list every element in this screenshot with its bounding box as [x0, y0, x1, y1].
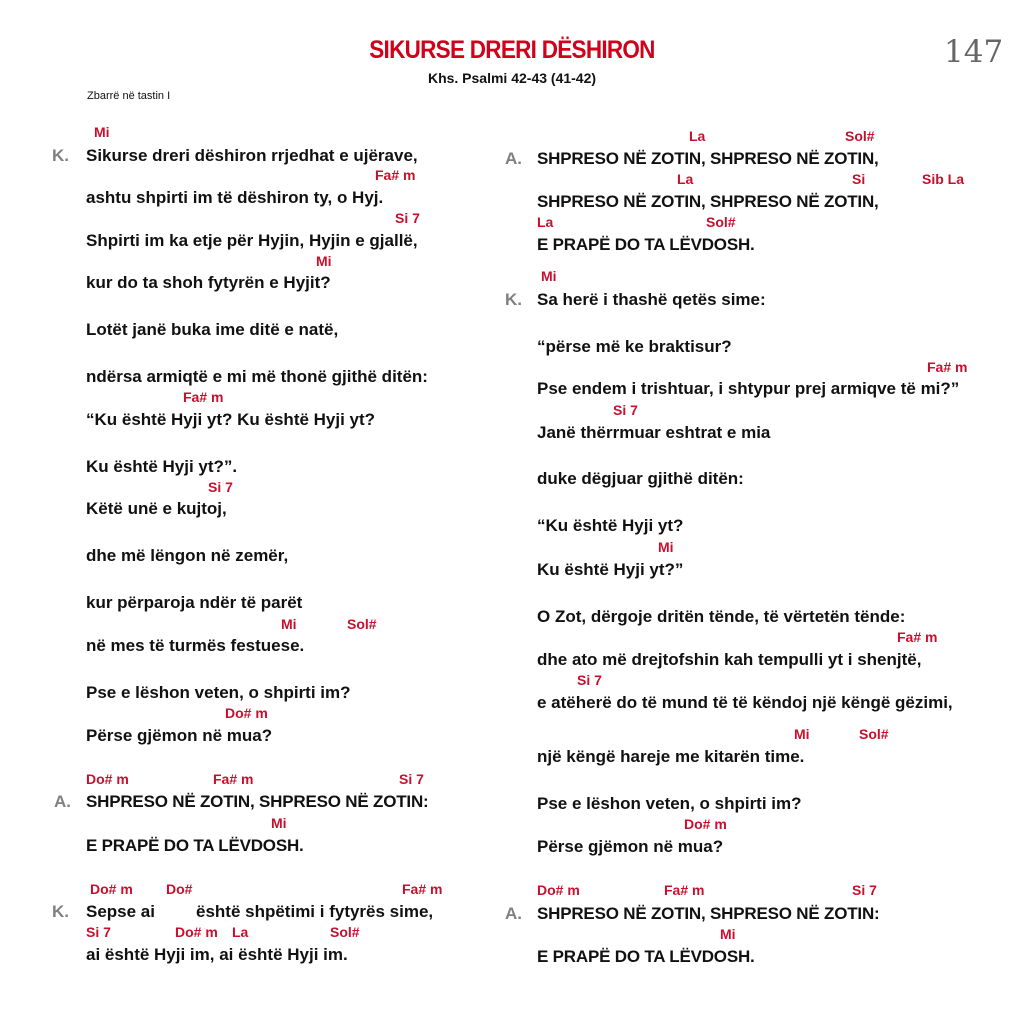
chord: Do# m [684, 816, 727, 832]
chord: Do# [166, 881, 193, 897]
lyric-line: e atëherë do të mund të të këndoj një këngë gëzimi, [537, 693, 953, 712]
refrain-line: SHPRESO NË ZOTIN, SHPRESO NË ZOTIN: [537, 904, 880, 923]
refrain-marker-a: A. [54, 792, 71, 811]
chord: Do# m [537, 882, 580, 898]
lyric-line: Ku është Hyji yt?” [537, 560, 684, 579]
lyric-line: Pse endem i trishtuar, i shtypur prej armiqve të mi?” [537, 379, 960, 398]
chord: Si 7 [208, 479, 233, 495]
chord: Si 7 [395, 210, 420, 226]
verse-marker-k: K. [505, 290, 522, 309]
chord: Fa# m [927, 359, 968, 375]
verse-marker-k: K. [52, 146, 69, 165]
chord: Sol# [706, 214, 736, 230]
chord: Si 7 [613, 402, 638, 418]
lyric-line: Pse e lëshon veten, o shpirti im? [537, 794, 802, 813]
refrain-line: SHPRESO NË ZOTIN, SHPRESO NË ZOTIN, [537, 192, 879, 211]
refrain-marker-a: A. [505, 149, 522, 168]
chord: Mi [794, 726, 810, 742]
lyric-line: në mes të turmës festuese. [86, 636, 305, 655]
lyric-line: “përse më ke braktisur? [537, 337, 732, 356]
chord: Do# m [86, 771, 129, 787]
lyric-line: ndërsa armiqtë e mi më thonë gjithë ditën: [86, 367, 428, 386]
chord: Si 7 [577, 672, 602, 688]
refrain-line: SHPRESO NË ZOTIN, SHPRESO NË ZOTIN, [537, 149, 879, 168]
lyric-line: Sepse ai [86, 902, 155, 921]
chord: Mi [541, 268, 557, 284]
lyric-line: “Ku është Hyji yt? [537, 516, 684, 535]
lyric-line: Sa herë i thashë qetës sime: [537, 290, 766, 309]
lyric-line: është shpëtimi i fytyrës sime, [196, 902, 434, 921]
lyric-line: Përse gjëmon në mua? [86, 726, 273, 745]
chord: Sol# [330, 924, 360, 940]
lyric-line: Ku është Hyji yt?”. [86, 457, 238, 476]
lyric-line: Janë thërrmuar eshtrat e mia [537, 423, 771, 442]
lyric-line: ashtu shpirti im të dëshiron ty, o Hyj. [86, 188, 384, 207]
chord: Sol# [347, 616, 377, 632]
chord: Mi [658, 539, 674, 555]
refrain-line: E PRAPË DO TA LËVDOSH. [86, 836, 304, 855]
chord: Si 7 [86, 924, 111, 940]
song-title: SIKURSE DRERI DËSHIRON [369, 36, 655, 64]
chord: Fa# m [213, 771, 254, 787]
chord: Si [852, 171, 866, 187]
lyric-line: Lotët janë buka ime ditë e natë, [86, 320, 339, 339]
lyric-line: “Ku është Hyji yt? Ku është Hyji yt? [86, 410, 376, 429]
chord: Fa# m [664, 882, 705, 898]
lyric-line: Sikurse dreri dëshiron rrjedhat e ujërave, [86, 146, 418, 165]
lyric-line: dhe ato më drejtofshin kah tempulli yt i shenjtë, [537, 650, 922, 669]
chord: Mi [94, 124, 110, 140]
chord: La [677, 171, 694, 187]
lyric-line: Këtë unë e kujtoj, [86, 499, 227, 518]
refrain-line: E PRAPË DO TA LËVDOSH. [537, 947, 755, 966]
chord: La [232, 924, 249, 940]
chord: Fa# m [402, 881, 443, 897]
lyric-line: ai është Hyji im, ai është Hyji im. [86, 945, 348, 964]
chord: Sol# [845, 128, 875, 144]
chord: Sib La [922, 171, 965, 187]
lyric-line: Përse gjëmon në mua? [537, 837, 724, 856]
verse-marker-k: K. [52, 902, 69, 921]
lyric-line: kur do ta shoh fytyrën e Hyjit? [86, 273, 331, 292]
capo-note: Zbarrë në tastin I [87, 90, 171, 102]
chord: Fa# m [897, 629, 938, 645]
lyric-line: Shpirti im ka etje për Hyjin, Hyjin e gjallë, [86, 231, 418, 250]
page-number: 147 [944, 34, 1004, 70]
chord: Mi [281, 616, 297, 632]
chord: Fa# m [183, 389, 224, 405]
lyric-line: kur përparoja ndër të parët [86, 593, 303, 612]
chord: Sol# [859, 726, 889, 742]
lyric-line: O Zot, dërgoje dritën tënde, të vërtetën tënde: [537, 607, 906, 626]
chord: Si 7 [399, 771, 424, 787]
refrain-marker-a: A. [505, 904, 522, 923]
chord: Do# m [225, 705, 268, 721]
lyric-line: një këngë hareje me kitarën time. [537, 747, 805, 766]
lyric-line: dhe më lëngon në zemër, [86, 546, 289, 565]
refrain-line: E PRAPË DO TA LËVDOSH. [537, 235, 755, 254]
chord: Si 7 [852, 882, 877, 898]
chord: Do# m [175, 924, 218, 940]
chord: La [537, 214, 554, 230]
refrain-line: SHPRESO NË ZOTIN, SHPRESO NË ZOTIN: [86, 792, 429, 811]
chord: Fa# m [375, 167, 416, 183]
chord: Mi [316, 253, 332, 269]
chord: Do# m [90, 881, 133, 897]
lyric-line: Pse e lëshon veten, o shpirti im? [86, 683, 351, 702]
lyric-line: duke dëgjuar gjithë ditën: [537, 469, 744, 488]
chord: Mi [720, 926, 736, 942]
chord: La [689, 128, 706, 144]
subtitle: Khs. Psalmi 42-43 (41-42) [427, 70, 597, 86]
chord: Mi [271, 815, 287, 831]
